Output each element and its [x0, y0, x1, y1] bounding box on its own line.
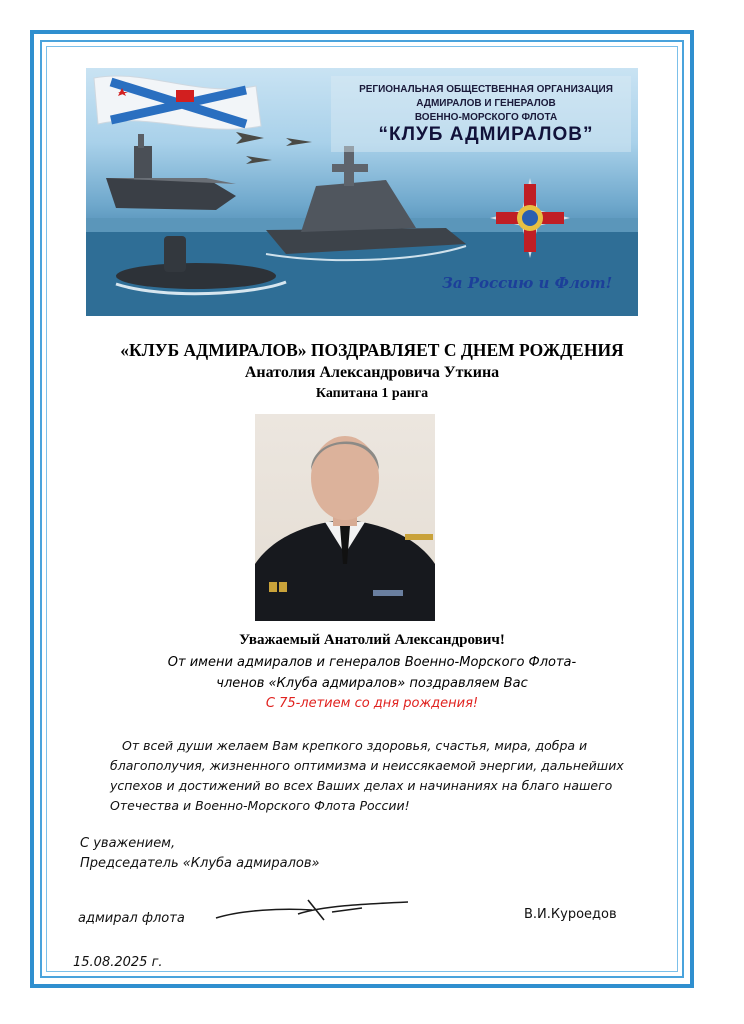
- signer-position: Председатель «Клуба адмиралов»: [80, 856, 320, 871]
- aircraft-carrier-icon: [106, 134, 236, 210]
- greeting-line-2: членов «Клуба адмиралов» поздравляем Вас: [216, 676, 528, 691]
- handwritten-signature: [212, 896, 412, 926]
- portrait-image: [255, 414, 435, 621]
- wishes-line: успехов и достижений во всех Ваших делах и начинаниях на благо нашего: [110, 778, 613, 793]
- org-name: “КЛУБ АДМИРАЛОВ”: [378, 124, 594, 145]
- honoree-rank: Капитана 1 ранга: [315, 386, 429, 401]
- wishes-line: От всей души желаем Вам крепкого здоровья, счастья, мира, добра и: [122, 738, 588, 753]
- wishes-line: благополучия, жизненного оптимизма и неиссякаемой энергии, дальнейших: [110, 758, 624, 773]
- org-line-2: АДМИРАЛОВ И ГЕНЕРАЛОВ: [416, 98, 556, 109]
- regards-text: С уважением,: [80, 836, 176, 851]
- signer-name: В.И.Куроедов: [524, 907, 617, 922]
- org-line-3: ВОЕННО-МОРСКОГО ФЛОТА: [414, 112, 558, 123]
- naval-flag-icon: [94, 76, 261, 129]
- header-banner: [86, 68, 638, 316]
- salutation: Уважаемый Анатолий Александрович!: [239, 632, 505, 648]
- org-line-1: РЕГИОНАЛЬНАЯ ОБЩЕСТВЕННАЯ ОРГАНИЗАЦИЯ: [359, 84, 613, 95]
- jet-aircraft-icon: [236, 132, 312, 164]
- battlecruiser-icon: [266, 146, 466, 260]
- signer-rank: адмирал флота: [78, 911, 185, 926]
- wishes-line: Отечества и Военно-Морского Флота России!: [110, 798, 410, 813]
- honoree-name: Анатолия Александровича Уткина: [244, 364, 500, 381]
- congratulation-title: «КЛУБ АДМИРАЛОВ» ПОЗДРАВЛЯЕТ С ДНЕМ РОЖДЕНИЯ: [120, 340, 624, 360]
- greeting-line-1: От имени адмиралов и генералов Военно-Морского Флота-: [167, 655, 577, 670]
- document-date: 15.08.2025 г.: [73, 955, 163, 970]
- wishes-paragraph: [110, 736, 636, 816]
- motto: За Россию и Флот!: [442, 274, 613, 292]
- anniversary-line: С 75-летием со дня рождения!: [265, 696, 479, 711]
- honoree-photo: [255, 414, 435, 621]
